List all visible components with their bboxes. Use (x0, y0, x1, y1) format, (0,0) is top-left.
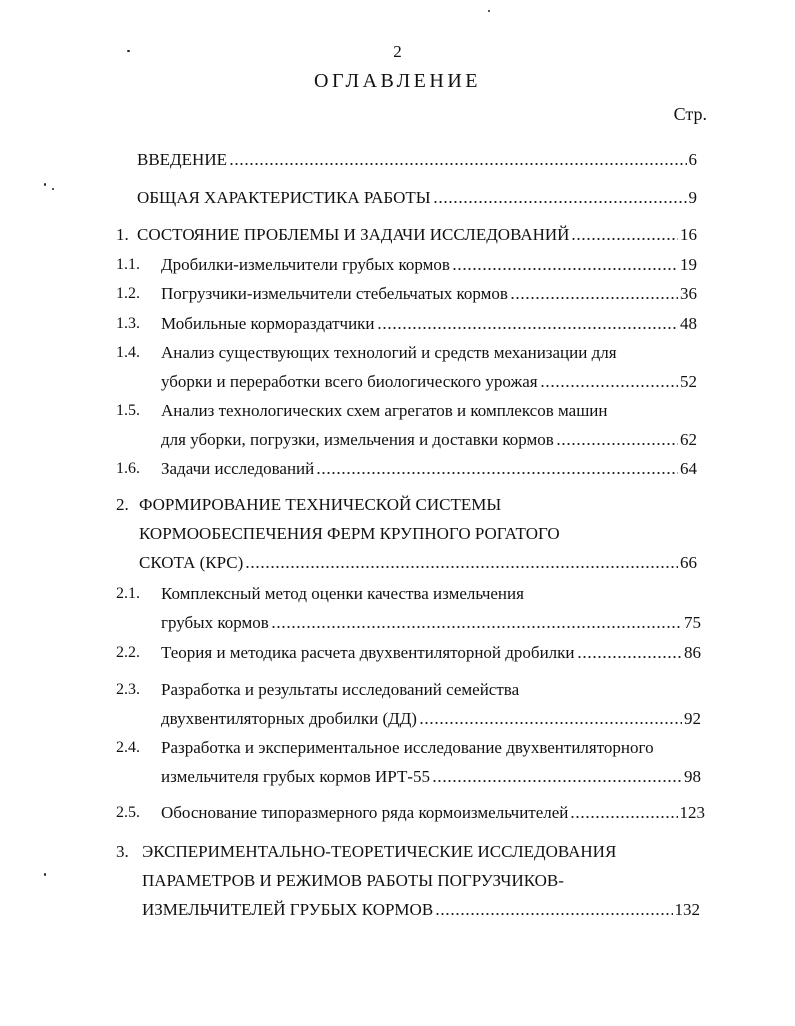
leader-dots (271, 625, 682, 629)
entry-title-line: ЭКСПЕРИМЕНТАЛЬНО-ТЕОРЕТИЧЕСКИЕ ИССЛЕДОВАНИЯ (142, 842, 617, 861)
toc-entry-general (137, 187, 697, 209)
section-number: 2. (116, 495, 129, 514)
section-number: 1. (116, 225, 129, 244)
entry-title-line: Анализ технологических схем агрегатов и комплексов машин (161, 401, 608, 420)
entry-page: 48 (680, 314, 697, 333)
entry-page: 16 (680, 225, 697, 244)
section-number: 1.6. (116, 460, 140, 477)
leader-dots (229, 162, 687, 166)
leader-dots (540, 384, 678, 388)
entry-page: 64 (680, 459, 697, 478)
leader-dots (452, 267, 678, 271)
entry-title: Мобильные кормораздатчики (161, 314, 375, 333)
toc-entry-section-1 (137, 224, 697, 246)
leader-dots (510, 296, 678, 300)
entry-page: 98 (684, 767, 701, 786)
entry-page: 9 (688, 188, 697, 207)
toc-entry-1-2 (161, 283, 697, 305)
entry-page: 6 (688, 150, 697, 169)
entry-page: 52 (680, 372, 697, 391)
entry-title: для уборки, погрузки, измельчения и доставки кормов (161, 430, 554, 449)
section-number: 1.3. (116, 315, 140, 332)
toc-entry-intro (137, 149, 697, 171)
toc-entry-2-4 (161, 766, 701, 788)
entry-page: 86 (684, 643, 701, 662)
section-number: 1.2. (116, 285, 140, 302)
leader-dots (419, 721, 682, 725)
leader-dots (432, 779, 682, 783)
entry-title: ОБЩАЯ ХАРАКТЕРИСТИКА РАБОТЫ (137, 188, 431, 207)
section-number: 1.4. (116, 344, 140, 361)
entry-title: Задачи исследований (161, 459, 315, 478)
leader-dots (577, 655, 682, 659)
entry-title-line: Анализ существующих технологий и средств механизации для (161, 343, 617, 362)
section-number: 2.4. (116, 739, 140, 756)
entry-title: ВВЕДЕНИЕ (137, 150, 227, 169)
entry-title: Погрузчики-измельчители стебельчатых кормов (161, 284, 508, 303)
entry-page: 19 (680, 255, 697, 274)
section-number: 2.3. (116, 681, 140, 698)
entry-page: 66 (680, 553, 697, 572)
leader-dots (556, 442, 678, 446)
entry-title: двухвентиляторных дробилки (ДД) (161, 709, 417, 728)
entry-page: 62 (680, 430, 697, 449)
page-number: 2 (393, 42, 402, 61)
entry-title: измельчителя грубых кормов ИРТ-55 (161, 767, 430, 786)
leader-dots (245, 565, 678, 569)
section-number: 3. (116, 842, 129, 861)
section-number: 1.5. (116, 402, 140, 419)
leader-dots (571, 237, 678, 241)
entry-title: СОСТОЯНИЕ ПРОБЛЕМЫ И ЗАДАЧИ ИССЛЕДОВАНИЙ (137, 225, 570, 244)
entry-title-line: Разработка и экспериментальное исследование двухвентиляторного (161, 738, 654, 757)
entry-title: ИЗМЕЛЬЧИТЕЛЕЙ ГРУБЫХ КОРМОВ (142, 900, 434, 919)
scan-speck (44, 873, 46, 876)
leader-dots (433, 200, 687, 204)
toc-entry-1-4 (161, 371, 697, 393)
entry-title-line: КОРМООБЕСПЕЧЕНИЯ ФЕРМ КРУПНОГО РОГАТОГО (139, 524, 560, 543)
toc-entry-1-1 (161, 254, 697, 276)
toc-entry-1-6 (161, 458, 697, 480)
leader-dots (316, 471, 678, 475)
section-number: 2.2. (116, 644, 140, 661)
toc-entry-2-3 (161, 708, 701, 730)
toc-entry-2-2 (161, 642, 701, 664)
scan-speck (44, 183, 46, 186)
leader-dots (570, 815, 677, 819)
entry-title: грубых кормов (161, 613, 269, 632)
entry-page: 132 (674, 900, 700, 919)
section-number: 2.5. (116, 804, 140, 821)
toc-entry-2-5 (161, 802, 705, 824)
entry-title: Теория и методика расчета двухвентиляторной дробилки (161, 643, 575, 662)
toc-entry-1-5 (161, 429, 697, 451)
entry-page: 36 (680, 284, 697, 303)
scan-speck (488, 10, 490, 12)
section-number: 2.1. (116, 585, 140, 602)
entry-page: 92 (684, 709, 701, 728)
entry-title-line: Комплексный метод оценки качества измельчения (161, 584, 524, 603)
page-column-label: Стр. (673, 104, 707, 124)
toc-entry-section-3 (142, 899, 700, 921)
entry-title-line: Разработка и результаты исследований семейства (161, 680, 520, 699)
entry-title: Обоснование типоразмерного ряда кормоизмельчителей (161, 803, 569, 822)
toc-entry-1-3 (161, 313, 697, 335)
toc-entry-section-2 (139, 552, 697, 574)
entry-title: уборки и переработки всего биологического урожая (161, 372, 538, 391)
scan-speck (52, 188, 54, 190)
entry-title-line: ПАРАМЕТРОВ И РЕЖИМОВ РАБОТЫ ПОГРУЗЧИКОВ- (142, 871, 564, 890)
entry-title-line: ФОРМИРОВАНИЕ ТЕХНИЧЕСКОЙ СИСТЕМЫ (139, 495, 502, 514)
entry-page: 75 (684, 613, 701, 632)
toc-entry-2-1 (161, 612, 701, 634)
entry-title: СКОТА (КРС) (139, 553, 244, 572)
section-number: 1.1. (116, 256, 140, 273)
entry-page: 123 (679, 803, 705, 822)
leader-dots (377, 326, 678, 330)
leader-dots (435, 912, 672, 916)
toc-title: ОГЛАВЛЕНИЕ (314, 70, 481, 92)
entry-title: Дробилки-измельчители грубых кормов (161, 255, 450, 274)
